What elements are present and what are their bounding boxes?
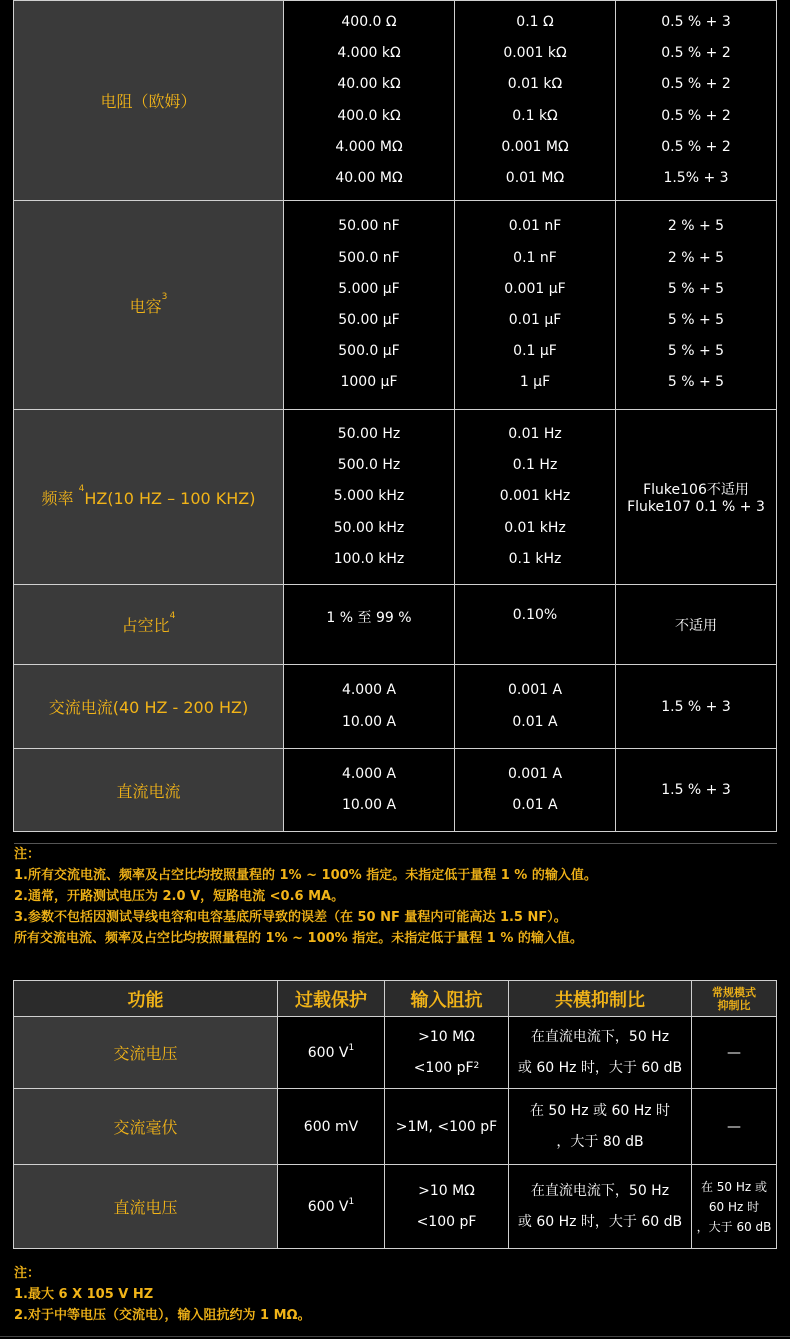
nmrr-cell: — [692, 1089, 777, 1165]
range-value: 50.00 Hz [337, 426, 401, 443]
range-value: 50.00 kHz [333, 519, 405, 536]
impedance-cell [385, 1017, 509, 1089]
range-value: 4.000 A [341, 682, 397, 699]
accuracy-value: 0.5 % + 3 [661, 13, 731, 30]
range-value: 40.00 MΩ [335, 169, 403, 186]
accuracy-cell [616, 410, 777, 585]
function-dc-current: 直流电流 [14, 749, 284, 832]
nmrr-value: ，大于 60 dB [696, 1219, 772, 1234]
resolution-value: 0.001 kHz [499, 488, 571, 505]
header-impedance: 输入阻抗 [385, 981, 509, 1017]
cmrr-cell [509, 1089, 692, 1165]
table-row [14, 1017, 777, 1089]
note-line: 1.所有交流电流、频率及占空比均按照量程的 1% ~ 100% 指定。未指定低于量程 1 % 的输入值。 [14, 868, 597, 883]
accuracy-cell: 1.5 % + 3 [616, 665, 777, 749]
accuracy-cell [616, 1, 777, 201]
cmrr-cell [509, 1165, 692, 1249]
overload-cell [278, 1017, 385, 1089]
note-line: 1.最大 6 X 105 V HZ [14, 1287, 154, 1302]
function-label: 频率 [41, 488, 74, 508]
accuracy-value: Fluke106不适用 [643, 482, 749, 498]
table-row [14, 201, 777, 410]
range-value: 1 % 至 99 % [326, 610, 412, 626]
resolution-value: 0.01 nF [508, 218, 562, 235]
range-value: 4.000 MΩ [335, 138, 403, 155]
range-value: 5.000 kHz [333, 488, 405, 505]
nmrr-value: 在 50 Hz 或 [700, 1179, 768, 1194]
bottom-divider [0, 1336, 790, 1337]
function-ac-millivolt: 交流毫伏 [14, 1089, 278, 1165]
header-nmrr-line: 常规模式 [712, 985, 756, 999]
range-value: 10.00 A [341, 713, 397, 730]
resolution-value: 0.001 kΩ [503, 45, 567, 62]
range-value: 100.0 kHz [333, 550, 405, 567]
resolution-value: 0.1 kΩ [512, 107, 558, 124]
range-cell [284, 585, 455, 665]
table-header-row [14, 981, 777, 1017]
resolution-value: 0.001 MΩ [501, 138, 569, 155]
resolution-cell [455, 585, 616, 665]
header-cmrr: 共模抑制比 [509, 981, 692, 1017]
function-label: 占空比 [121, 616, 170, 635]
nmrr-value: 60 Hz 时 [708, 1199, 760, 1214]
range-value: 10.00 A [341, 797, 397, 813]
impedance-value: >10 MΩ [418, 1028, 475, 1045]
range-value: 5.000 μF [338, 280, 400, 297]
resolution-cell [455, 201, 616, 410]
header-function: 功能 [14, 981, 278, 1017]
cmrr-cell [509, 1017, 692, 1089]
range-value: 40.00 kΩ [337, 76, 401, 93]
function-dc-voltage: 直流电压 [14, 1165, 278, 1249]
header-overload: 过载保护 [278, 981, 385, 1017]
function-resistance: 电阻（欧姆） [14, 1, 284, 201]
resolution-value: 0.1 Ω [516, 13, 554, 30]
header-nmrr [692, 981, 777, 1017]
footnote-mark: 4 [169, 611, 176, 621]
accuracy-cell [616, 201, 777, 410]
accuracy-value: 2 % + 5 [667, 249, 725, 266]
resolution-value: 0.001 A [507, 682, 563, 699]
impedance-value: <100 pF [416, 1213, 477, 1230]
resolution-value: 0.01 A [512, 797, 558, 813]
range-value: 4.000 kΩ [337, 45, 401, 62]
spec-table-protection [13, 980, 777, 1249]
footnote-mark: 1 [348, 1196, 355, 1207]
range-cell [284, 665, 455, 749]
spec-table-measurement [13, 0, 777, 832]
accuracy-cell: 1.5 % + 3 [616, 749, 777, 832]
range-value: 400.0 kΩ [337, 107, 401, 124]
overload-cell: 600 mV [278, 1089, 385, 1165]
footnotes-protection [14, 1263, 311, 1326]
resolution-value: 0.01 kHz [504, 519, 566, 536]
note-line: 2.通常，开路测试电压为 2.0 V，短路电流 <0.6 MA。 [14, 889, 345, 904]
impedance-value: >10 MΩ [418, 1182, 475, 1199]
footnote-mark: 3 [161, 291, 168, 302]
accuracy-value: 5 % + 5 [667, 280, 725, 297]
function-capacitance [14, 201, 284, 410]
resolution-value: 0.10% [512, 607, 558, 623]
resolution-value: 0.1 μF [513, 343, 557, 360]
range-value: 50.00 nF [338, 218, 400, 235]
accuracy-value: 5 % + 5 [667, 312, 725, 328]
table-row [14, 1089, 777, 1165]
footnote-mark: 1 [348, 1042, 355, 1053]
resolution-value: 0.01 μF [508, 312, 562, 328]
resolution-value: 0.1 kHz [508, 550, 562, 567]
table-row [14, 410, 777, 585]
range-value: 50.00 μF [338, 312, 400, 328]
resolution-value: 0.1 Hz [512, 457, 558, 474]
range-value: 4.000 A [341, 765, 397, 782]
note-line: 2.对于中等电压（交流电），输入阻抗约为 1 MΩ。 [14, 1308, 311, 1323]
table-row [14, 585, 777, 665]
range-cell [284, 201, 455, 410]
cmrr-value: ，大于 80 dB [556, 1133, 644, 1150]
note-title: 注： [14, 847, 41, 862]
accuracy-value: 5 % + 5 [667, 374, 725, 391]
resolution-value: 1 μF [519, 374, 551, 391]
range-value: 400.0 Ω [341, 13, 397, 30]
impedance-text: <100 pF [413, 1059, 474, 1076]
cmrr-value: 或 60 Hz 时，大于 60 dB [517, 1213, 683, 1230]
overload-value: 600 V [307, 1198, 349, 1215]
accuracy-value: 不适用 [675, 617, 717, 634]
function-label-range: HZ(10 HZ – 100 KHZ) [84, 488, 256, 508]
nmrr-cell: — [692, 1017, 777, 1089]
note-line: 3.参数不包括因测试导线电容和电容基底所导致的误差（在 50 NF 量程内可能高达 1.5 NF）。 [14, 910, 567, 925]
range-cell [284, 1, 455, 201]
function-label: 电容 [129, 296, 162, 316]
table-row [14, 1165, 777, 1249]
range-value: 500.0 nF [338, 249, 400, 266]
accuracy-value: 0.5 % + 2 [661, 45, 731, 62]
accuracy-value: Fluke107 0.1 % + 3 [627, 499, 765, 515]
cmrr-value: 在直流电流下，50 Hz [530, 1028, 670, 1045]
accuracy-value: 0.5 % + 2 [661, 107, 731, 124]
function-duty-cycle [14, 585, 284, 665]
note-line: 所有交流电流、频率及占空比均按照量程的 1% ~ 100% 指定。未指定低于量程 1 % 的输入值。 [14, 931, 583, 946]
overload-cell [278, 1165, 385, 1249]
accuracy-value: 5 % + 5 [667, 343, 725, 360]
range-cell [284, 410, 455, 585]
footnotes-measurement [14, 843, 777, 949]
overload-value: 600 V [307, 1044, 349, 1061]
accuracy-value: 2 % + 5 [667, 218, 725, 235]
range-cell [284, 749, 455, 832]
range-value: 500.0 μF [338, 343, 400, 360]
impedance-cell: >1M, <100 pF [385, 1089, 509, 1165]
resolution-cell [455, 749, 616, 832]
table-row [14, 1, 777, 201]
footnote-mark: 2 [473, 1060, 480, 1071]
resolution-value: 0.01 A [512, 713, 558, 730]
accuracy-value: 1.5% + 3 [663, 169, 729, 186]
table-row [14, 665, 777, 749]
range-value: 1000 μF [340, 374, 398, 391]
resolution-value: 0.1 nF [513, 249, 557, 266]
range-value: 500.0 Hz [337, 457, 401, 474]
footnote-mark: 4 [78, 483, 85, 494]
function-ac-current: 交流电流(40 HZ - 200 HZ) [14, 665, 284, 749]
accuracy-value: 0.5 % + 2 [661, 76, 731, 93]
resolution-cell [455, 665, 616, 749]
resolution-value: 0.001 μF [504, 280, 566, 297]
table-row [14, 749, 777, 832]
note-title: 注： [14, 1266, 41, 1281]
cmrr-value: 或 60 Hz 时，大于 60 dB [517, 1059, 683, 1076]
resolution-value: 0.001 A [507, 765, 563, 782]
cmrr-value: 在 50 Hz 或 60 Hz 时 [529, 1102, 671, 1119]
resolution-value: 0.01 kΩ [507, 76, 563, 93]
accuracy-cell [616, 585, 777, 665]
nmrr-cell [692, 1165, 777, 1249]
function-frequency [14, 410, 284, 585]
resolution-cell [455, 1, 616, 201]
resolution-value: 0.01 Hz [508, 426, 562, 443]
impedance-cell [385, 1165, 509, 1249]
resolution-value: 0.01 MΩ [505, 169, 565, 186]
impedance-value [385, 1053, 508, 1084]
cmrr-value: 在直流电流下，50 Hz [530, 1182, 670, 1199]
accuracy-value: 0.5 % + 2 [661, 138, 731, 155]
function-ac-voltage: 交流电压 [14, 1017, 278, 1089]
header-nmrr-line: 抑制比 [717, 998, 751, 1012]
resolution-cell [455, 410, 616, 585]
